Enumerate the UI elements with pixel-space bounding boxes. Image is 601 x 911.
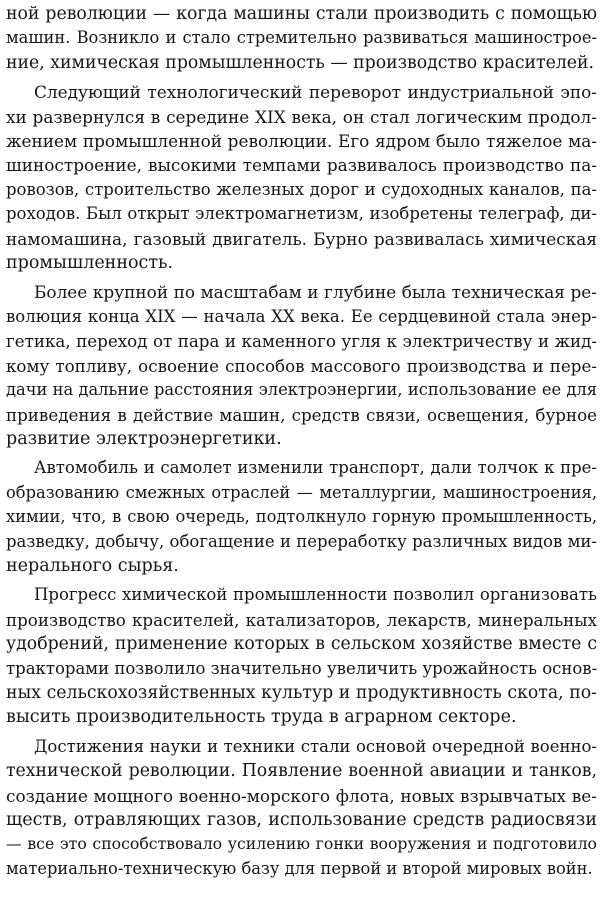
paragraph-3	[6, 280, 597, 451]
text-line: Прогресс химической промышленности позволил организовать	[34, 585, 597, 605]
text-line: ных сельскохозяйственных культур и продуктивность скота, по-	[6, 682, 597, 703]
text-line: нерального сырья.	[6, 555, 179, 576]
text-line: развитие электроэнергетики.	[6, 428, 282, 449]
text-line: кому топливу, освоение способов массового производства и пере-	[6, 355, 597, 376]
text-line: Следующий технологический переворот индустриальной эпо-	[34, 82, 597, 103]
text-line: удобрений, применение которых в сельском хозяйстве вместе с	[6, 634, 597, 655]
text-line: намомашина, газовый двигатель. Бурно развивалась химическая	[6, 228, 597, 249]
paragraph-1	[6, 2, 597, 75]
paragraph-4	[6, 456, 597, 578]
text-line: материально-техническую базу для первой и второй мировых войн.	[6, 858, 593, 878]
text-line: промышленность.	[6, 253, 174, 274]
text-line: тракторами позволило значительно увеличить урожайность основ-	[6, 658, 598, 678]
text-line: ной революции — когда машины стали производить с помощью	[6, 4, 597, 24]
text-line: ровозов, строительство железных дорог и судоходных каналов, па-	[6, 179, 597, 199]
text-line: технической революции. Появление военной авиации и танков,	[6, 761, 597, 782]
text-line: Более крупной по масштабам и глубине была техническая ре-	[34, 282, 597, 303]
text-line: высить производительность труда в аграрном секторе.	[6, 707, 517, 728]
text-line: дачи на дальние расстояния электроэнергии, использование ее для	[6, 380, 597, 400]
text-line: производство красителей, катализаторов, лекарств, минеральных	[6, 609, 597, 630]
text-line: роходов. Был открыт электромагнетизм, изобретены телеграф, ди-	[6, 204, 597, 224]
text-line: ние, химическая промышленность — производство красителей.	[6, 52, 595, 73]
paragraph-2	[6, 80, 597, 275]
text-line: жением промышленной революции. Его ядром было тяжелое ма-	[6, 131, 597, 152]
text-line: ществ, отравляющих газов, использование средств радиосвязи	[6, 810, 597, 830]
text-line: Автомобиль и самолет изменили транспорт, дали толчок к пре-	[34, 458, 597, 478]
text-line: создание мощного военно-морского флота, новых взрывчатых ве-	[6, 785, 597, 806]
text-line: Достижения науки и техники стали основой очередной военно-	[34, 736, 597, 756]
text-line: хи развернулся в середине XIX века, он стал логическим продол-	[6, 106, 597, 127]
paragraph-6	[6, 735, 597, 881]
text-line: разведку, добычу, обогащение и переработку различных видов ми-	[6, 531, 597, 551]
text-line: шиностроение, высокими темпами развивалось производство па-	[6, 155, 597, 176]
text-line: гетика, переход от пара и каменного угля к электричеству и жид-	[6, 331, 597, 352]
text-line: волюция конца XIX — начала XX века. Ее сердцевиной стала энер-	[6, 306, 597, 326]
text-line: приведения в действие машин, средств связи, освещения, бурное	[6, 404, 597, 425]
text-line: химии, что, в свою очередь, подтолкнуло горную промышленность,	[6, 507, 597, 527]
text-line: — все это способствовало усилению гонки вооружения и подготовило	[6, 834, 597, 854]
text-line: образованию смежных отраслей — металлургии, машиностроения,	[6, 482, 597, 502]
paragraph-5	[6, 583, 597, 729]
text-line: машин. Возникло и стало стремительно развиваться машинострое-	[6, 28, 597, 48]
